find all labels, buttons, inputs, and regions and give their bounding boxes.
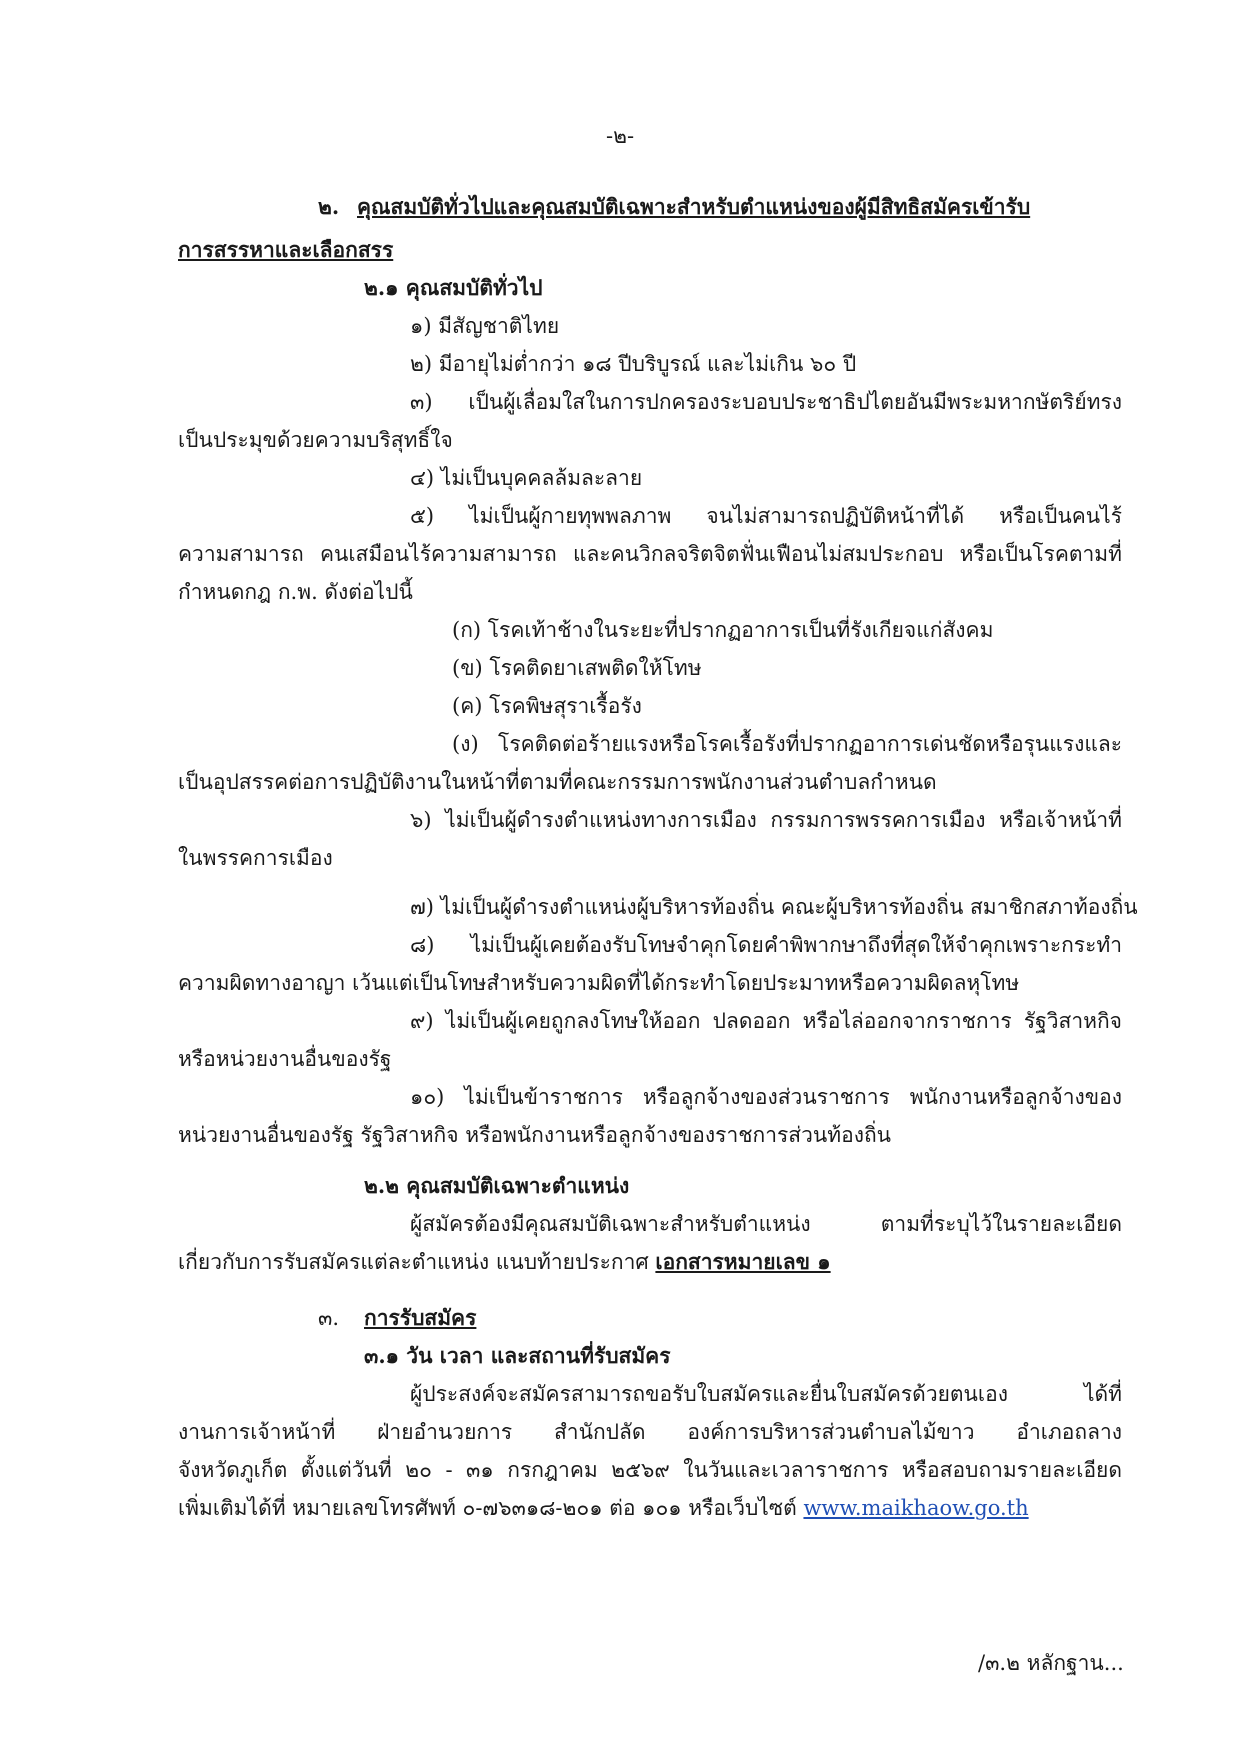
disease-item: (ง) โรคติดต่อร้ายแรงหรือโรคเรื้อรังที่ปรากฏอาการเด่นชัดหรือรุนแรงและ xyxy=(452,732,1122,756)
document-reference: เอกสารหมายเลข ๑ xyxy=(655,1249,831,1274)
subsection-3-1-text: จังหวัดภูเก็ต ตั้งแต่วันที่ ๒๐ - ๓๑ กรกฎาคม ๒๕๖๙ ในวันและเวลาราชการ หรือสอบถามรายละเอียด xyxy=(178,1458,1122,1482)
section-3-title: การรับสมัคร xyxy=(364,1305,477,1330)
qualification-item-cont: หรือหน่วยงานอื่นของรัฐ xyxy=(178,1047,392,1071)
subsection-3-1-text: งานการเจ้าหน้าที่ ฝ่ายอำนวยการ สำนักปลัด องค์การบริหารส่วนตำบลไม้ขาว อำเภอถลาง xyxy=(178,1420,1122,1444)
section-2-number: ๒. xyxy=(318,194,340,219)
continuation-note: /๓.๒ หลักฐาน... xyxy=(978,1651,1124,1675)
subsection-2-2-text: ผู้สมัครต้องมีคุณสมบัติเฉพาะสำหรับตำแหน่ง ตามที่ระบุไว้ในรายละเอียด xyxy=(410,1212,1122,1236)
subsection-3-1-text-line4: เพิ่มเติมได้ที่ หมายเลขโทรศัพท์ ๐-๗๖๓๑๘-๒๐๑ ต่อ ๑๐๑ หรือเว็บไซต์ xyxy=(178,1496,797,1520)
subsection-2-2-text-cont xyxy=(178,1244,831,1280)
page-number: -๒- xyxy=(606,124,635,148)
qualification-item-cont: หน่วยงานอื่นของรัฐ รัฐวิสาหกิจ หรือพนักงานหรือลูกจ้างของราชการส่วนท้องถิ่น xyxy=(178,1123,892,1147)
subsection-2-2-heading: ๒.๒ คุณสมบัติเฉพาะตำแหน่ง xyxy=(364,1173,630,1198)
disease-item: (ข) โรคติดยาเสพติดให้โทษ xyxy=(452,656,702,680)
qualification-item-cont: กำหนดกฎ ก.พ. ดังต่อไปนี้ xyxy=(178,580,413,604)
subsection-3-1-text-last xyxy=(178,1490,1029,1526)
qualification-item: ๔) ไม่เป็นบุคคลล้มละลาย xyxy=(410,466,643,490)
qualification-item: ๑) มีสัญชาติไทย xyxy=(410,314,560,338)
section-2-title-line1: คุณสมบัติทั่วไปและคุณสมบัติเฉพาะสำหรับตำแหน่งของผู้มีสิทธิสมัครเข้ารับ xyxy=(357,194,1031,219)
subsection-3-1-heading: ๓.๑ วัน เวลา และสถานที่รับสมัคร xyxy=(364,1343,671,1368)
qualification-item-cont: ความผิดทางอาญา เว้นแต่เป็นโทษสำหรับความผิดที่ได้กระทำโดยประมาทหรือความผิดลหุโทษ xyxy=(178,971,1020,995)
disease-item-cont: เป็นอุปสรรคต่อการปฏิบัติงานในหน้าที่ตามที่คณะกรรมการพนักงานส่วนตำบลกำหนด xyxy=(178,770,937,794)
qualification-item-cont: ความสามารถ คนเสมือนไร้ความสามารถ และคนวิกลจริตจิตฟั่นเฟือนไม่สมประกอบ หรือเป็นโรคตามที่ xyxy=(178,542,1122,566)
qualification-item: ๓) เป็นผู้เลื่อมใสในการปกครองระบอบประชาธิปไตยอันมีพระมหากษัตริย์ทรง xyxy=(410,390,1122,414)
qualification-item: ๙) ไม่เป็นผู้เคยถูกลงโทษให้ออก ปลดออก หรือไล่ออกจากราชการ รัฐวิสาหกิจ xyxy=(410,1009,1122,1033)
disease-item: (ก) โรคเท้าช้างในระยะที่ปรากฏอาการเป็นที่รังเกียจแก่สังคม xyxy=(452,618,994,642)
section-3-number: ๓. xyxy=(318,1306,340,1330)
qualification-item: ๑๐) ไม่เป็นข้าราชการ หรือลูกจ้างของส่วนราชการ พนักงานหรือลูกจ้างของ xyxy=(410,1085,1122,1109)
section-2-title-line2: การสรรหาและเลือกสรร xyxy=(178,237,394,262)
subsection-2-1-heading: ๒.๑ คุณสมบัติทั่วไป xyxy=(364,275,543,300)
qualification-item-cont: ในพรรคการเมือง xyxy=(178,846,333,870)
qualification-item: ๘) ไม่เป็นผู้เคยต้องรับโทษจำคุกโดยคำพิพากษาถึงที่สุดให้จำคุกเพราะกระทำ xyxy=(410,933,1122,957)
disease-item: (ค) โรคพิษสุราเรื้อรัง xyxy=(452,694,642,718)
qualification-item: ๕) ไม่เป็นผู้กายทุพพลภาพ จนไม่สามารถปฏิบัติหน้าที่ได้ หรือเป็นคนไร้ xyxy=(410,504,1122,528)
subsection-3-1-text: ผู้ประสงค์จะสมัครสามารถขอรับใบสมัครและยื่นใบสมัครด้วยตนเอง ได้ที่ xyxy=(410,1382,1122,1406)
qualification-item: ๖) ไม่เป็นผู้ดำรงตำแหน่งทางการเมือง กรรมการพรรคการเมือง หรือเจ้าหน้าที่ xyxy=(410,808,1122,832)
qualification-item: ๒) มีอายุไม่ต่ำกว่า ๑๘ ปีบริบูรณ์ และไม่เกิน ๖๐ ปี xyxy=(410,352,857,376)
website-link[interactable]: www.maikhaow.go.th xyxy=(803,1496,1029,1520)
qualification-item: ๗) ไม่เป็นผู้ดำรงตำแหน่งผู้บริหารท้องถิ่น คณะผู้บริหารท้องถิ่น สมาชิกสภาท้องถิ่น xyxy=(410,895,1138,919)
qualification-item-cont: เป็นประมุขด้วยความบริสุทธิ์ใจ xyxy=(178,428,453,452)
subsection-2-2-text-line2: เกี่ยวกับการรับสมัครแต่ละตำแหน่ง แนบท้ายประกาศ xyxy=(178,1250,649,1274)
